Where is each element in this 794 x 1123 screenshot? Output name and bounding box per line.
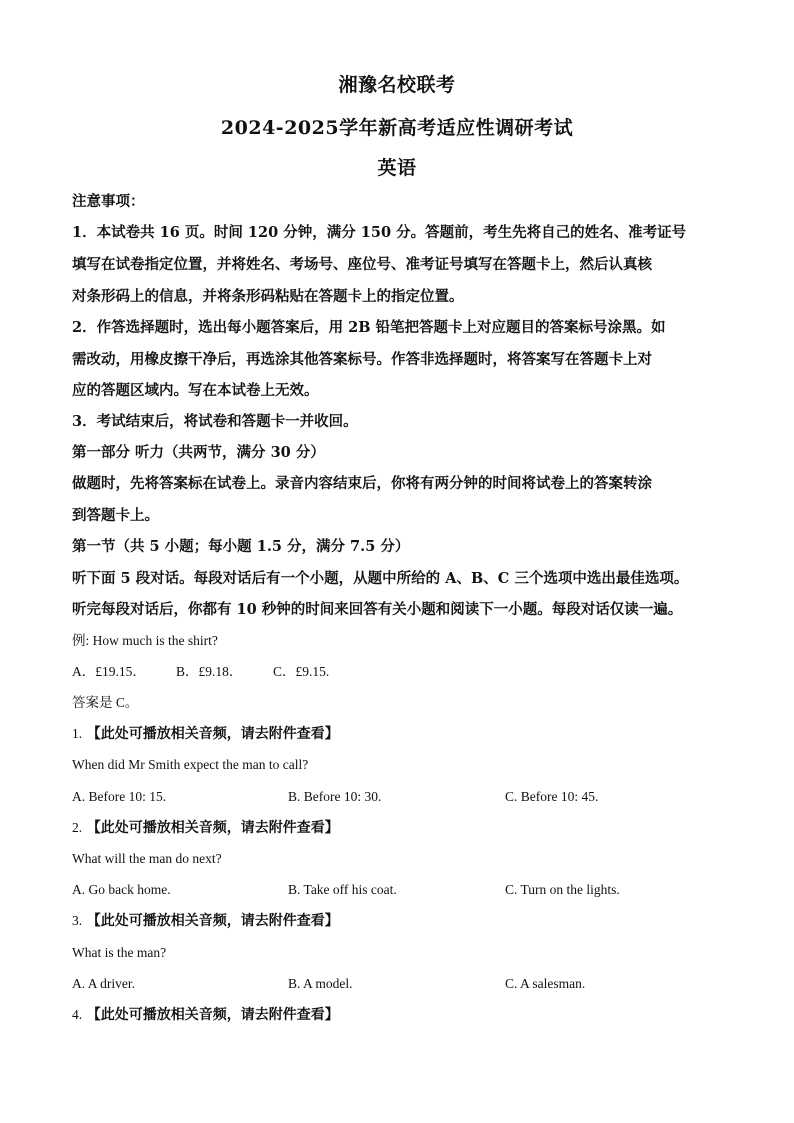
question-2-text: What will the man do next? <box>72 851 222 866</box>
notice-line-3: 对条形码上的信息，并将条形码粘贴在答题卡上的指定位置。 <box>72 288 464 305</box>
question-1-option-a: A. Before 10: 15. <box>72 789 167 804</box>
example-option-c: C．£9.15. <box>273 664 330 679</box>
question-number: 3. <box>72 913 83 928</box>
question-1-option-c: C. Before 10: 45. <box>505 789 599 804</box>
question-1-option-b: B. Before 10: 30. <box>288 789 382 804</box>
exam-title: 2024-2025学年新高考适应性调研考试 <box>220 117 574 139</box>
part1-title: 第一部分 听力（共两节，满分 30 分） <box>72 444 325 461</box>
question-number: 1. <box>72 726 83 741</box>
question-3-option-b: B. A model. <box>288 976 353 991</box>
audio-note: 【此处可播放相关音频，请去附件查看】 <box>86 726 339 742</box>
notice-line-5: 需改动，用橡皮擦干净后，再选涂其他答案标号。作答非选择题时，将答案写在答题卡上对 <box>72 351 652 368</box>
question-3-option-c: C. A salesman. <box>505 976 586 991</box>
question-2-option-c: C. Turn on the lights. <box>505 882 620 897</box>
question-2-option-b: B. Take off his coat. <box>288 882 397 897</box>
notice-title: 注意事项： <box>72 193 145 210</box>
question-1-text: When did Mr Smith expect the man to call? <box>72 757 309 772</box>
question-1-header <box>72 724 724 744</box>
audio-note: 【此处可播放相关音频，请去附件查看】 <box>86 820 339 836</box>
example-option-b: B．£9.18． <box>176 664 243 679</box>
notice-line-1: 1．本试卷共 16 页。时间 120 分钟，满分 150 分。答题前，考生先将自己的姓名、准考证号 <box>72 224 687 241</box>
section1-instruction-1: 听下面 5 段对话。每段对话后有一个小题，从题中所给的 A、B、C 三个选项中选出最佳选项。 <box>72 570 689 587</box>
notice-line-7: 3．考试结束后，将试卷和答题卡一并收回。 <box>72 413 358 430</box>
part1-instruction-1: 做题时，先将答案标在试卷上。录音内容结束后，你将有两分钟的时间将试卷上的答案转涂 <box>72 475 652 492</box>
question-3-option-a: A. A driver. <box>72 976 135 991</box>
section1-title: 第一节（共 5 小题；每小题 1.5 分，满分 7.5 分） <box>72 538 410 555</box>
question-3-text: What is the man? <box>72 945 167 960</box>
question-number: 4. <box>72 1007 83 1022</box>
question-3-header <box>72 911 724 931</box>
question-2-option-a: A. Go back home. <box>72 882 171 897</box>
question-number: 2. <box>72 820 83 835</box>
subject-title: 英语 <box>377 157 417 179</box>
example-question: 例: How much is the shirt? <box>72 633 218 648</box>
example-option-a: A．£19.15． <box>72 664 146 679</box>
notice-line-2: 填写在试卷指定位置，并将姓名、考场号、座位号、准考证号填写在答题卡上，然后认真核 <box>72 256 652 273</box>
section1-instruction-2: 听完每段对话后，你都有 10 秒钟的时间来回答有关小题和阅读下一小题。每段对话仅读一遍。 <box>72 601 683 618</box>
question-4-header <box>72 1005 724 1025</box>
example-answer: 答案是 C。 <box>72 695 139 710</box>
audio-note: 【此处可播放相关音频，请去附件查看】 <box>86 1007 339 1023</box>
question-2-header <box>72 818 724 838</box>
school-title: 湘豫名校联考 <box>338 74 456 96</box>
part1-instruction-2: 到答题卡上。 <box>72 507 159 524</box>
notice-line-4: 2．作答选择题时，选出每小题答案后，用 2B 铅笔把答题卡上对应题目的答案标号涂黑。如 <box>72 319 666 336</box>
audio-note: 【此处可播放相关音频，请去附件查看】 <box>86 913 339 929</box>
notice-line-6: 应的答题区域内。写在本试卷上无效。 <box>72 382 319 399</box>
